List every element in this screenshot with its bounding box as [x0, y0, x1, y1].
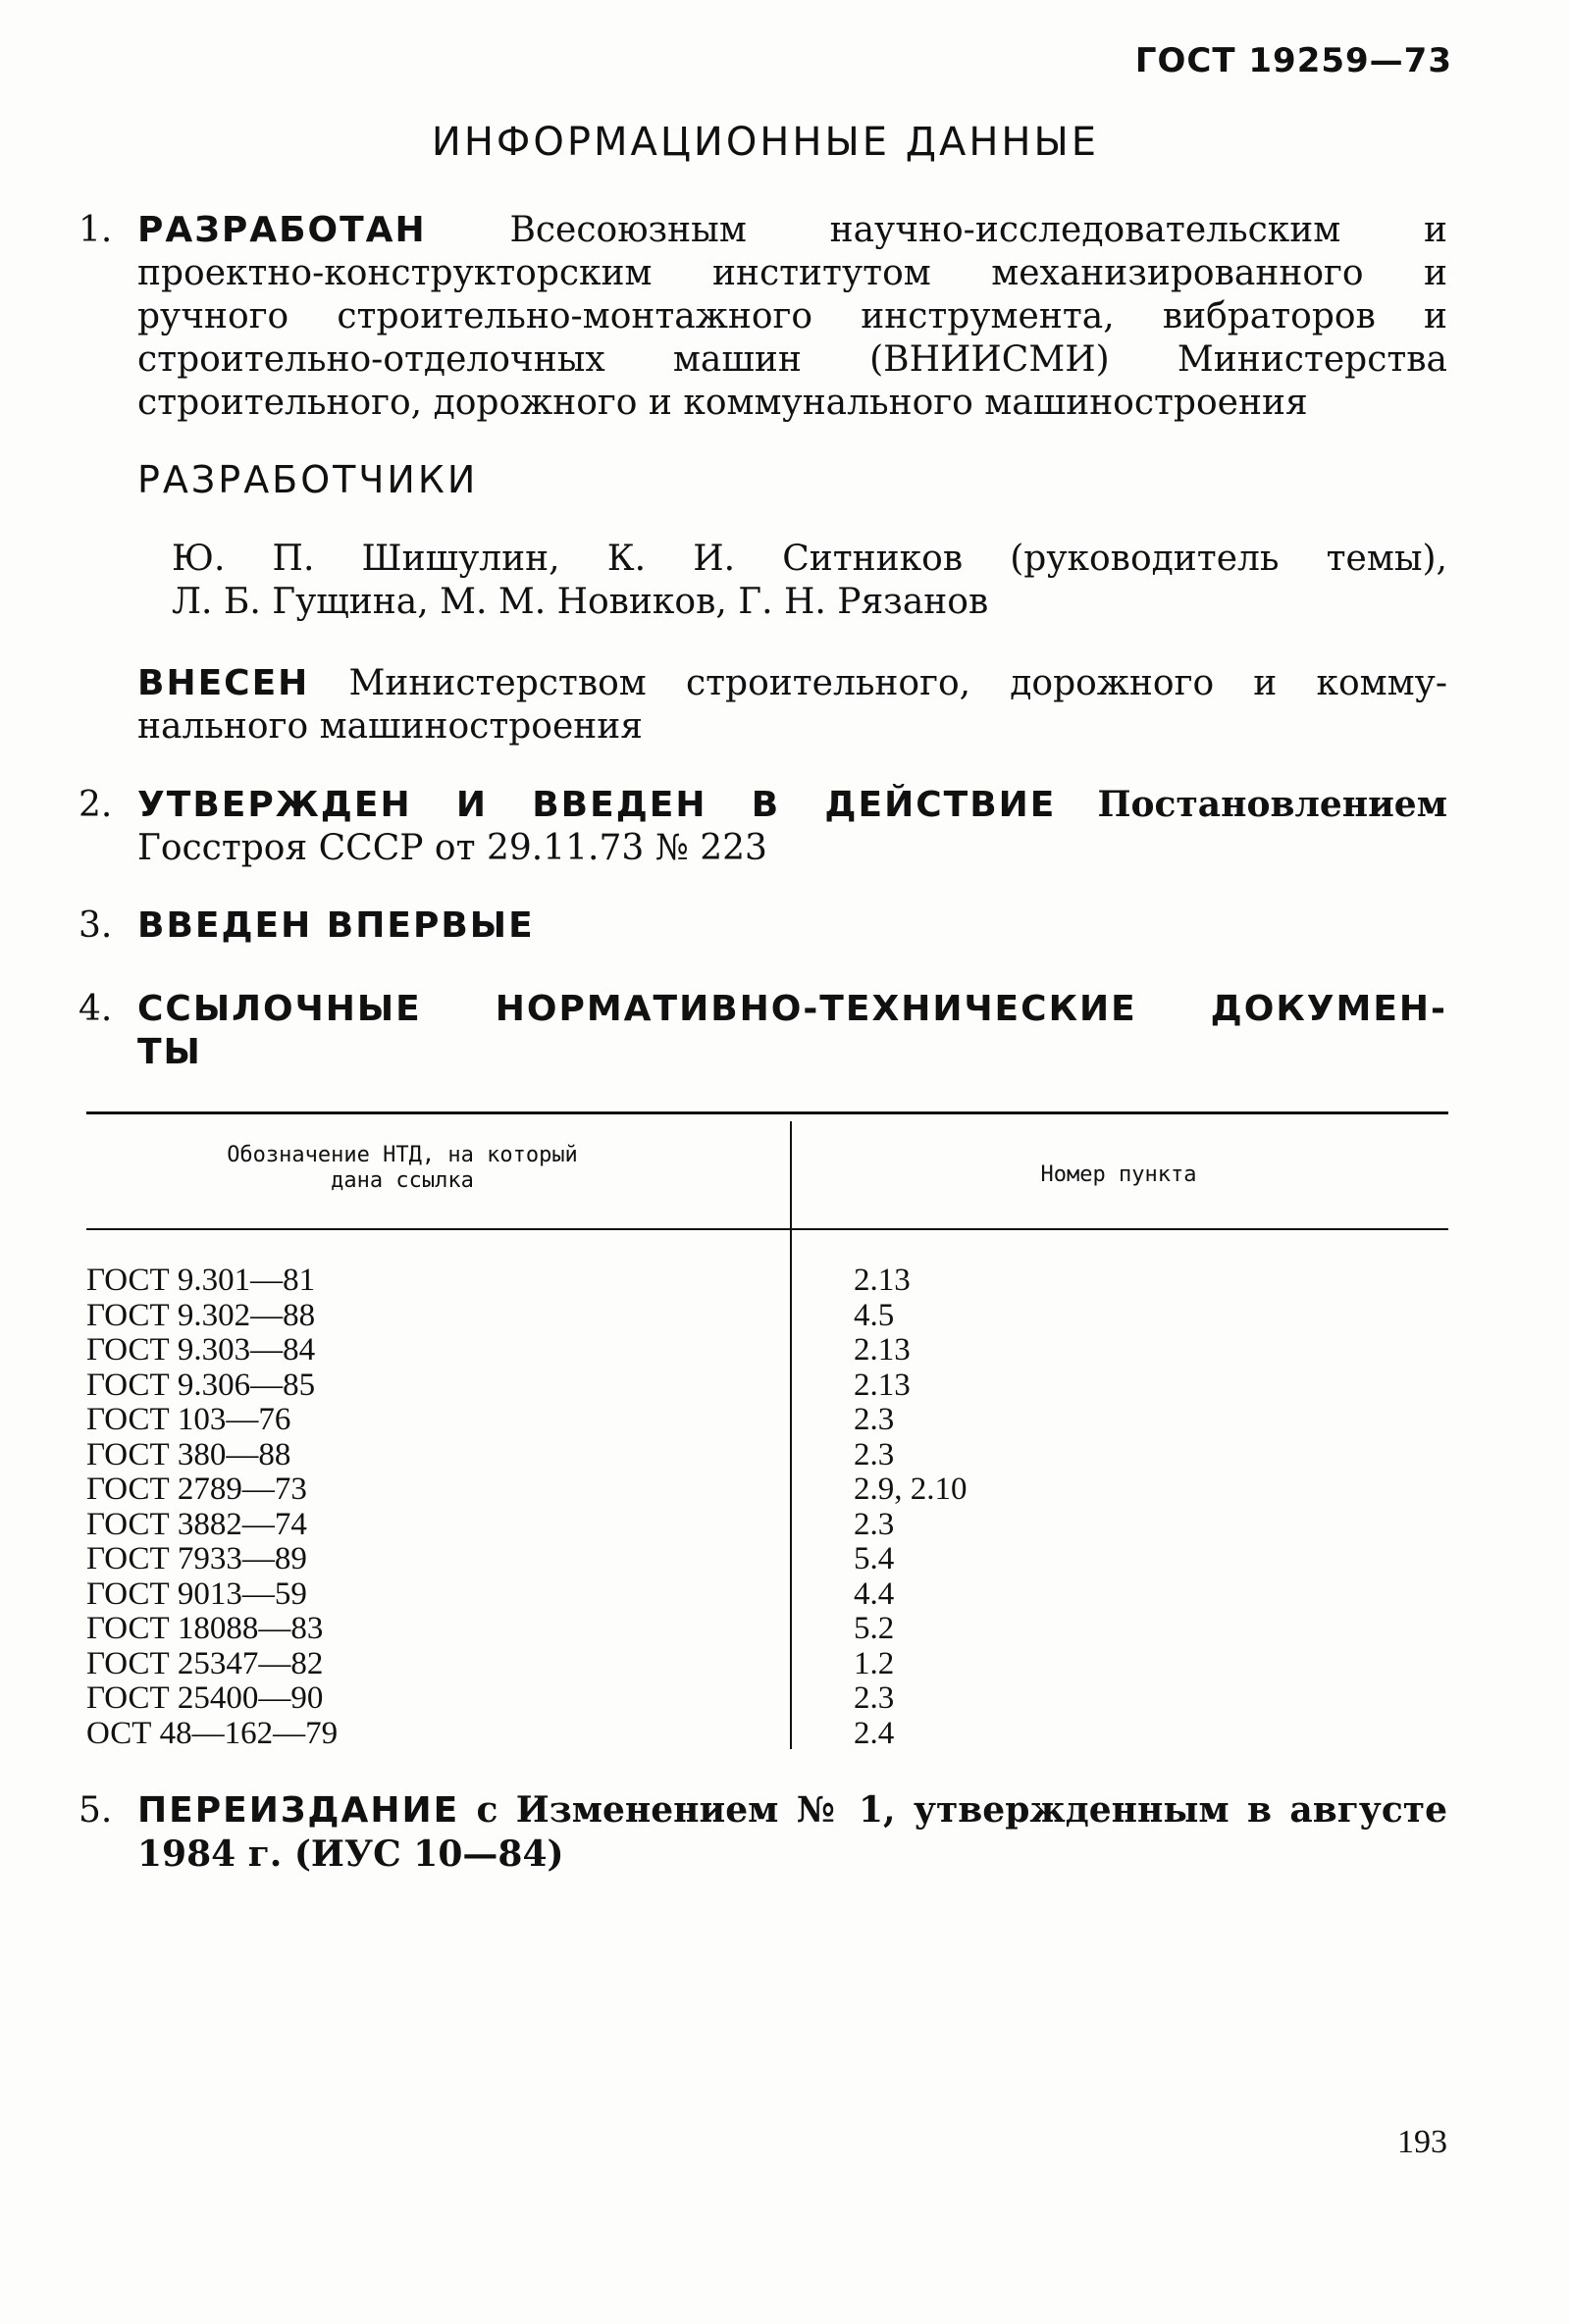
- table-cell-clause: 5.2: [854, 1611, 895, 1646]
- table-cell-designation: ГОСТ 9.303—84: [86, 1332, 316, 1368]
- table-cell-designation: ГОСТ 2789—73: [86, 1472, 307, 1507]
- section-2-number: 2.: [78, 785, 113, 825]
- section-5-keyword: ПЕРЕИЗДАНИЕ: [137, 1790, 460, 1831]
- table-column-divider: [790, 1121, 792, 1749]
- introduced-block: [137, 662, 1447, 749]
- table-cell-clause: 2.13: [854, 1332, 911, 1368]
- table-top-rule: [86, 1111, 1448, 1114]
- section-1-line: проектно-конструкторским институтом механизированного и: [137, 253, 1447, 293]
- section-5-number: 5.: [78, 1790, 113, 1831]
- table-cell-designation: ГОСТ 18088—83: [86, 1611, 324, 1646]
- table-cell-clause: 2.3: [854, 1436, 895, 1472]
- section-2-line: Постановлением: [1097, 784, 1447, 825]
- table-cell-designation: ГОСТ 3882—74: [86, 1506, 307, 1542]
- table-cell-clause: 2.3: [854, 1402, 895, 1437]
- table-header-designation: [128, 1143, 677, 1194]
- table-cell-designation: ГОСТ 7933—89: [86, 1541, 307, 1576]
- section-1-keyword: РАЗРАБОТАН: [137, 210, 427, 250]
- table-cell-clause: 2.9, 2.10: [854, 1472, 968, 1507]
- section-2-line: Госстроя СССР от 29.11.73 № 223: [137, 828, 767, 868]
- developers-list: [172, 538, 1447, 624]
- page-number: 193: [1397, 2124, 1447, 2160]
- section-1-line: Всесоюзным научно-исследовательским и: [509, 210, 1447, 250]
- table-cell-clause: 5.4: [854, 1541, 895, 1576]
- table-header-text: дана ссылка: [331, 1168, 474, 1193]
- table-cell-clause: 2.13: [854, 1263, 911, 1298]
- table-header-rule: [86, 1228, 1448, 1230]
- section-5-reissue: [78, 1788, 1447, 1876]
- table-cell-designation: ГОСТ 9.301—81: [86, 1263, 316, 1298]
- section-1-line: строительно-отделочных машин (ВНИИСМИ) Министерства: [137, 339, 1447, 380]
- section-2-approved: [78, 783, 1447, 870]
- table-cell-designation: ОСТ 48—162—79: [86, 1715, 339, 1751]
- table-cell-designation: ГОСТ 9.302—88: [86, 1297, 316, 1333]
- section-4-number: 4.: [78, 989, 113, 1029]
- developers-line: Ю. П. Шишулин, К. И. Ситников (руководитель темы),: [172, 539, 1447, 579]
- section-1-line: строительного, дорожного и коммунального машиностроения: [137, 383, 1308, 423]
- section-1-number: 1.: [78, 210, 113, 250]
- table-cell-clause: 2.3: [854, 1506, 895, 1542]
- table-cell-designation: ГОСТ 25400—90: [86, 1680, 324, 1716]
- section-4-references: [78, 988, 1447, 1074]
- table-header-text: Обозначение НТД, на который: [227, 1143, 578, 1167]
- table-cell-designation: ГОСТ 25347—82: [86, 1645, 324, 1681]
- introduced-keyword: ВНЕСЕН: [137, 663, 310, 703]
- section-5-line: с Изменением № 1, утвержденным в августе: [476, 1789, 1447, 1831]
- table-column-clause: [854, 1264, 1403, 1751]
- introduced-line: Министерством строительного, дорожного и комму-: [348, 663, 1447, 703]
- section-3-number: 3.: [78, 905, 113, 946]
- introduced-line: нального машиностроения: [137, 706, 643, 747]
- section-1-developed: [78, 209, 1447, 425]
- section-4-heading: ТЫ: [137, 1032, 202, 1072]
- table-header-clause: Номер пункта: [1040, 1162, 1197, 1187]
- table-cell-clause: 2.4: [854, 1715, 895, 1751]
- section-1-line: ручного строительно-монтажного инструмента, вибраторов и: [137, 296, 1447, 336]
- developers-heading: РАЗРАБОТЧИКИ: [137, 458, 479, 501]
- table-cell-clause: 4.5: [854, 1297, 895, 1333]
- table-column-designation: [86, 1264, 773, 1751]
- table-cell-clause: 4.4: [854, 1575, 895, 1612]
- table-cell-clause: 1.2: [854, 1645, 895, 1681]
- table-cell-clause: 2.3: [854, 1680, 895, 1716]
- document-code: ГОСТ 19259—73: [1134, 41, 1452, 80]
- page-title: ИНФОРМАЦИОННЫЕ ДАННЫЕ: [431, 120, 1100, 165]
- table-cell-designation: ГОСТ 9013—59: [86, 1575, 307, 1612]
- section-5-line: 1984 г. (ИУС 10—84): [137, 1833, 564, 1875]
- table-cell-designation: ГОСТ 103—76: [86, 1402, 291, 1437]
- table-cell-designation: ГОСТ 9.306—85: [86, 1367, 316, 1403]
- table-cell-designation: ГОСТ 380—88: [86, 1436, 291, 1472]
- section-3-first-introduced: [78, 904, 1447, 948]
- section-2-keyword: УТВЕРЖДЕН И ВВЕДЕН В ДЕЙСТВИЕ: [137, 785, 1057, 825]
- table-cell-clause: 2.13: [854, 1367, 911, 1403]
- developers-line: Л. Б. Гущина, М. М. Новиков, Г. Н. Рязанов: [172, 582, 989, 622]
- section-3-keyword: ВВЕДЕН ВПЕРВЫЕ: [137, 905, 535, 946]
- section-4-heading: ССЫЛОЧНЫЕ НОРМАТИВНО-ТЕХНИЧЕСКИЕ ДОКУМЕН-: [137, 989, 1447, 1029]
